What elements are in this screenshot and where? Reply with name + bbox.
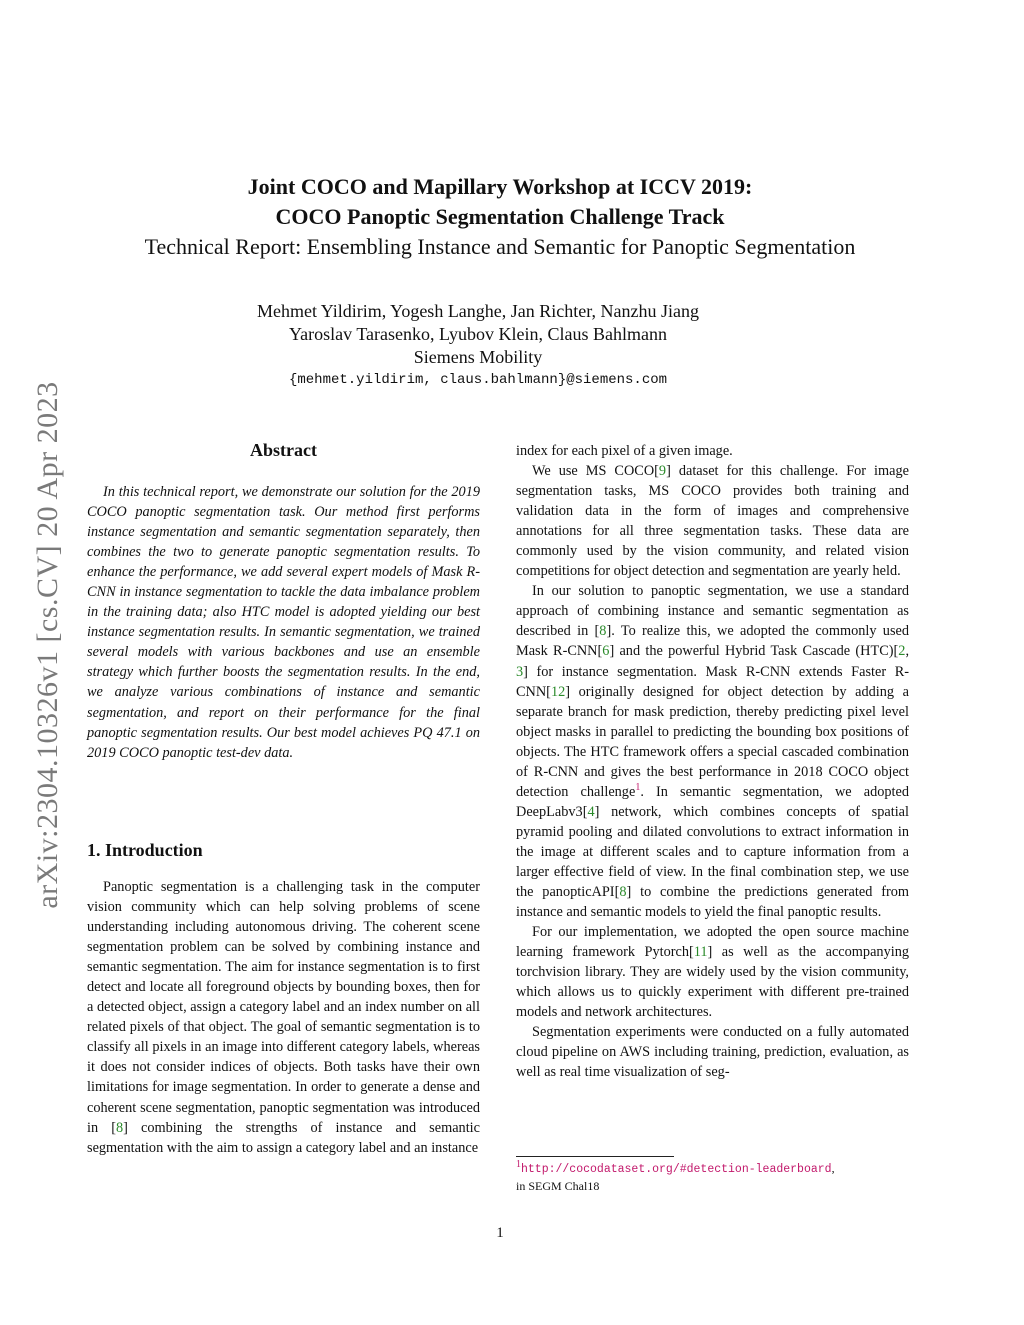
text-span: ,	[905, 643, 910, 660]
text-span: ] dataset for this challenge. For image segmentation tasks, MS COCO provides both training and validation data in the form of images and comprehensive annotations for all three segmentation tasks. These data are commonly used by the vision community, and related vision competitions for object detection and segmentation are yearly held.	[516, 463, 909, 580]
footnote-divider	[516, 1156, 674, 1157]
citation-link[interactable]: 4	[587, 803, 595, 820]
authors-line-1: Mehmet Yildirim, Yogesh Langhe, Jan Richter, Nanzhu Jiang	[256, 301, 700, 321]
paragraph-dataset	[516, 461, 909, 581]
title-line-1: Joint COCO and Mapillary Workshop at ICCV 2019:	[247, 174, 753, 199]
affiliation: Siemens Mobility	[413, 347, 543, 367]
text-span: ] to combine the predictions generated from instance and semantic models to yield the final panoptic results.	[516, 884, 909, 921]
text-span: ] as well as the accompanying torchvision library. They are widely used by the vision community, which allows us to quickly experiment with different pre-trained models and network architectures.	[516, 944, 909, 1021]
footnote-link[interactable]: http://cocodataset.org/#detection-leaderboard	[521, 1163, 832, 1176]
citation-link[interactable]: 9	[658, 463, 667, 480]
paper-title	[0, 172, 1000, 262]
footnote-number: 1	[516, 1159, 521, 1170]
text-span: For our implementation, we adopted the open source machine learning framework Pytorch[	[516, 924, 909, 961]
citation-link[interactable]: 8	[619, 884, 627, 901]
paragraph-continued: index for each pixel of a given image.	[516, 443, 733, 459]
introduction-heading: 1. Introduction	[87, 840, 203, 860]
introduction-body	[87, 877, 480, 1158]
text-span: In our solution to panoptic segmentation, we use a standard approach of combining instance and semantic segmentation as described in [	[516, 583, 909, 640]
intro-text-a: Panoptic segmentation is a challenging task in the computer vision community which can help solving problems of scene understanding including autonomous driving. The coherent scene segmentation problem can be solved by combining instance and semantic segmentation. The aim for instance segmentation is to first detect and locate all foreground objects by bounding boxes, then for a detected object, assign a category label and an index number on all related pixels of that object. The goal of semantic segmentation is to classify all pixels in an image into different category labels, whereas it does not consider indices of objects. Both tasks have their own limitations for image segmentation. In order to generate a dense and coherent scene segmentation, panoptic segmentation was introduced in [	[87, 879, 480, 1136]
title-line-3: Technical Report: Ensembling Instance and Semantic for Panoptic Segmentation	[144, 234, 856, 259]
footnote-marker[interactable]: 1	[635, 782, 641, 794]
text-span: ] for instance segmentation. Mask R-CNN extends Faster R-CNN[	[516, 663, 909, 700]
arxiv-id-text: arXiv:2304.10326v1 [cs.CV] 20 Apr 2023	[31, 381, 64, 909]
citation-link[interactable]: 6	[602, 643, 610, 660]
citation-link[interactable]: 12	[550, 683, 566, 700]
footnote-text: in SEGM Chal18	[516, 1179, 600, 1193]
abstract-text: In this technical report, we demonstrate our solution for the 2019 COCO panoptic segmentation task. Our method first performs instance segmentation and semantic segmentation separately, then combines the two to generate panoptic segmentation results. To enhance the performance, we add several expert models of Mask R-CNN in instance segmentation to tackle the data imbalance problem in the training data; also HTC model is adopted yielding our best instance segmentation results. In semantic segmentation, we trained several models with various backbones and use an ensemble strategy which further boosts the segmentation results. In the end, we analyze various combinations of instance and semantic segmentation, and report on their performance for the final panoptic segmentation results. Our best model achieves PQ 47.1 on 2019 COCO panoptic test-dev data.	[87, 484, 480, 761]
text-span: We use MS COCO[	[532, 463, 659, 480]
paragraph-approach	[516, 581, 909, 922]
authors-line-2: Yaroslav Tarasenko, Lyubov Klein, Claus Bahlmann	[288, 324, 668, 344]
author-email[interactable]: {mehmet.yildirim, claus.bahlmann}@siemens.com	[288, 372, 668, 388]
text-span: . In semantic segmentation, we adopted DeepLabv3[	[516, 783, 910, 820]
paragraph-implementation	[516, 922, 909, 1022]
citation-link[interactable]: 11	[693, 944, 708, 961]
right-column	[516, 441, 909, 1083]
intro-text-b: ] combining the strengths of instance and semantic segmentation with the aim to assign a category label and an instance	[87, 1119, 480, 1156]
text-span: ] originally designed for object detection by adding a separate branch for mask prediction, thereby predicting pixel level object masks in parallel to predicting the bounding box positions of objects. The HTC framework offers a special cascaded combination of R-CNN and gives the best performance in 2018 COCO object detection challenge	[516, 683, 909, 800]
abstract-body	[87, 482, 480, 763]
arxiv-identifier	[28, 350, 68, 940]
citation-link[interactable]: 8	[115, 1119, 124, 1136]
text-span: ] and the powerful Hybrid Task Cascade (HTC)[	[609, 643, 899, 660]
footnote-line-1	[516, 1160, 916, 1178]
title-line-2: COCO Panoptic Segmentation Challenge Track	[275, 204, 725, 229]
text-span: ]. To realize this, we adopted the commonly used Mask R-CNN[	[516, 623, 910, 660]
intro-paragraph	[87, 877, 480, 1158]
footnote-comma: ,	[831, 1161, 835, 1175]
abstract-heading: Abstract	[250, 440, 317, 460]
citation-link[interactable]: 3	[516, 663, 524, 680]
paragraph-experiments: Segmentation experiments were conducted on a fully automated cloud pipeline on AWS including training, prediction, evaluation, as well as real time visualization of seg-	[516, 1024, 909, 1081]
citation-link[interactable]: 8	[599, 623, 607, 640]
page-number: 1	[496, 1225, 504, 1241]
author-block	[0, 300, 956, 392]
footnote	[516, 1160, 916, 1194]
text-span: ] network, which combines concepts of spatial pyramid pooling and dilated convolutions to extract information in the image at different scales and to capture information from a larger effective field of view. In the final combination step, we use the panopticAPI[	[516, 803, 909, 901]
citation-link[interactable]: 2	[898, 643, 906, 660]
